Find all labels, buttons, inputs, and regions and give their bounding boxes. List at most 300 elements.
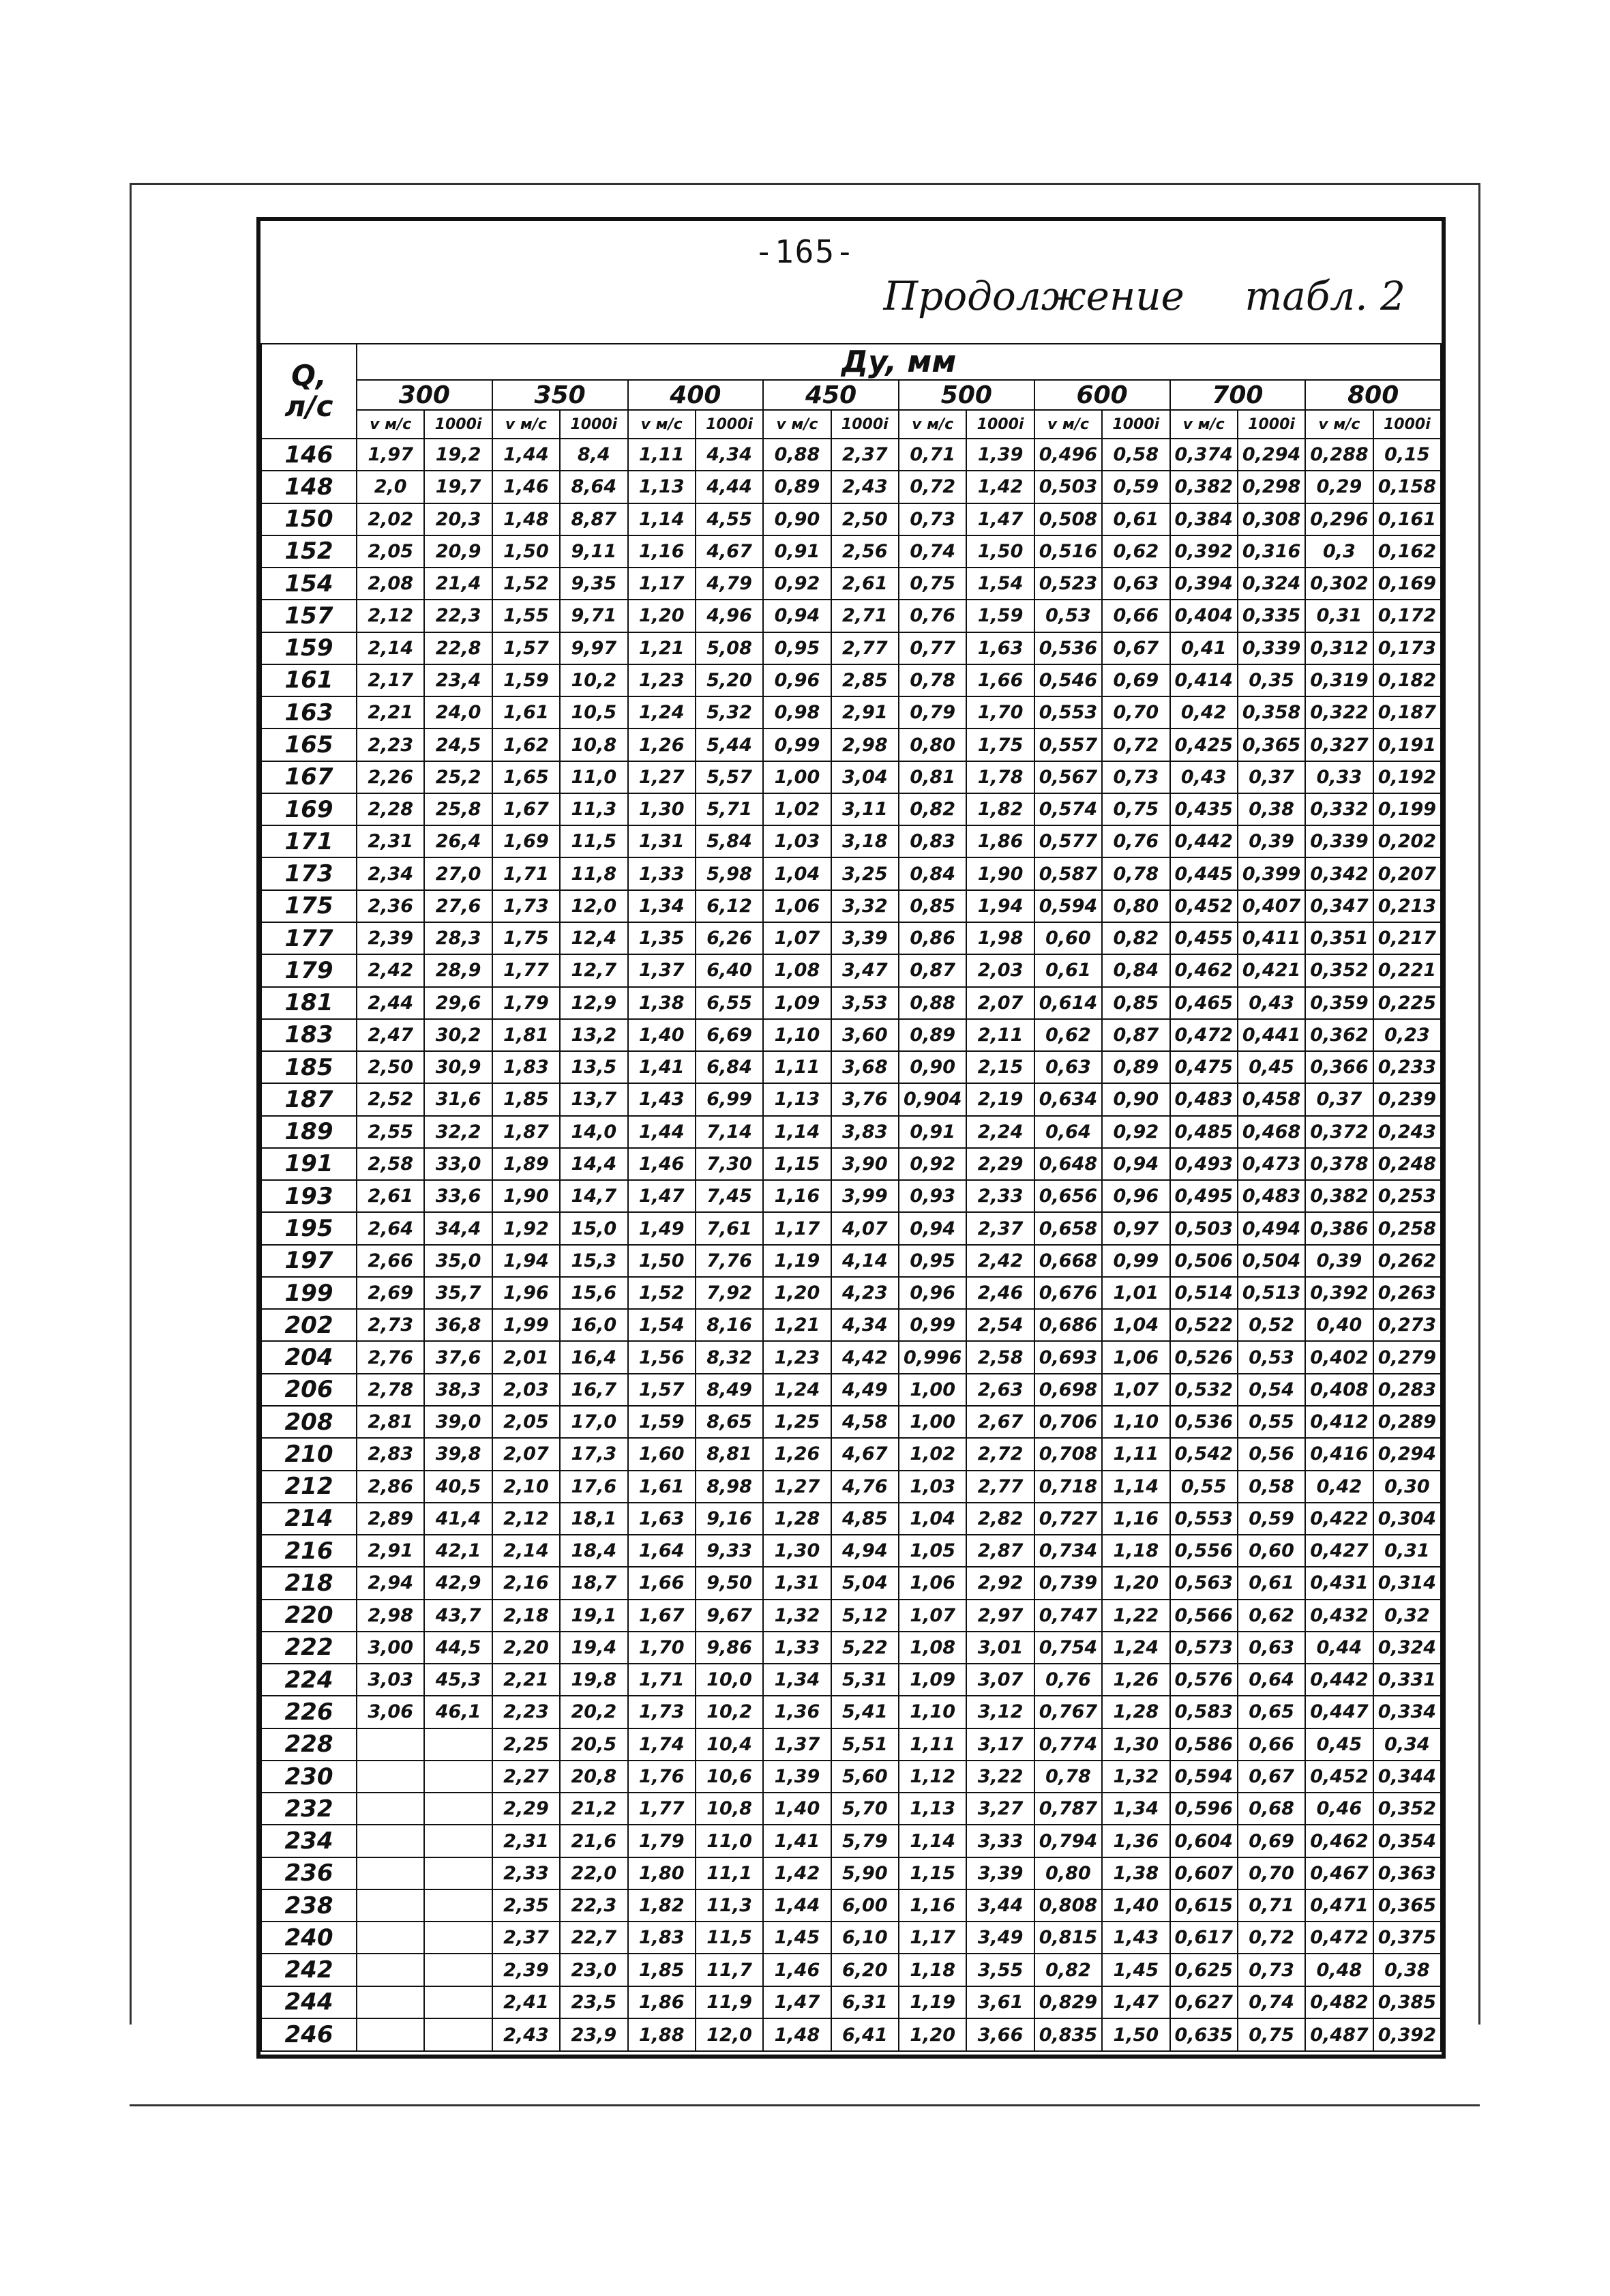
velocity-cell: 1,05 bbox=[899, 1535, 966, 1567]
headloss-cell: 11,5 bbox=[560, 825, 627, 857]
headloss-cell: 0,34 bbox=[1373, 1728, 1442, 1761]
velocity-cell: 0,698 bbox=[1034, 1374, 1102, 1406]
velocity-cell: 2,33 bbox=[492, 1857, 560, 1889]
velocity-cell: 1,34 bbox=[628, 890, 696, 922]
velocity-cell: 1,16 bbox=[763, 1180, 831, 1212]
headloss-cell: 5,04 bbox=[831, 1567, 899, 1599]
headloss-cell: 5,44 bbox=[696, 728, 763, 761]
headloss-cell bbox=[424, 1761, 492, 1793]
headloss-cell: 0,70 bbox=[1238, 1857, 1305, 1889]
velocity-cell: 1,24 bbox=[628, 696, 696, 728]
headloss-cell: 3,07 bbox=[966, 1664, 1034, 1696]
headloss-cell: 0,75 bbox=[1102, 793, 1169, 825]
headloss-cell: 4,14 bbox=[831, 1245, 899, 1277]
flow-rate-cell: 232 bbox=[261, 1793, 357, 1825]
velocity-cell: 0,404 bbox=[1170, 600, 1238, 632]
velocity-cell: 1,59 bbox=[628, 1406, 696, 1438]
velocity-cell: 0,829 bbox=[1034, 1986, 1102, 2018]
velocity-cell: 0,41 bbox=[1170, 632, 1238, 664]
velocity-cell: 1,26 bbox=[763, 1438, 831, 1470]
velocity-cell: 2,66 bbox=[357, 1245, 424, 1277]
velocity-cell: 2,27 bbox=[492, 1761, 560, 1793]
velocity-cell: 0,74 bbox=[899, 535, 966, 568]
velocity-cell: 2,89 bbox=[357, 1503, 424, 1535]
velocity-cell: 0,61 bbox=[1034, 954, 1102, 986]
velocity-cell: 1,62 bbox=[492, 728, 560, 761]
headloss-cell: 1,40 bbox=[1102, 1889, 1169, 1922]
velocity-cell: 1,12 bbox=[899, 1761, 966, 1793]
headloss-cell: 19,7 bbox=[424, 471, 492, 503]
headloss-cell: 6,26 bbox=[696, 922, 763, 954]
headloss-cell: 1,70 bbox=[966, 696, 1034, 728]
flow-rate-cell: 183 bbox=[261, 1019, 357, 1051]
flow-rate-cell: 189 bbox=[261, 1116, 357, 1148]
velocity-cell: 1,30 bbox=[628, 793, 696, 825]
flow-rate-cell: 191 bbox=[261, 1148, 357, 1180]
headloss-cell: 9,86 bbox=[696, 1632, 763, 1664]
velocity-cell: 2,29 bbox=[492, 1793, 560, 1825]
headloss-cell: 4,23 bbox=[831, 1277, 899, 1309]
velocity-cell: 1,99 bbox=[492, 1309, 560, 1341]
velocity-cell: 0,91 bbox=[899, 1116, 966, 1148]
velocity-cell: 1,08 bbox=[899, 1632, 966, 1664]
flow-rate-cell: 173 bbox=[261, 857, 357, 889]
table-row bbox=[261, 503, 1441, 535]
headloss-cell: 33,6 bbox=[424, 1180, 492, 1212]
velocity-cell: 0,648 bbox=[1034, 1148, 1102, 1180]
headloss-cell: 3,47 bbox=[831, 954, 899, 986]
headloss-cell: 1,47 bbox=[1102, 1986, 1169, 2018]
velocity-cell: 0,332 bbox=[1305, 793, 1373, 825]
table-row bbox=[261, 1889, 1441, 1922]
headloss-cell: 0,75 bbox=[1238, 2018, 1305, 2051]
velocity-cell: 0,352 bbox=[1305, 954, 1373, 986]
velocity-cell: 0,462 bbox=[1305, 1825, 1373, 1857]
headloss-cell: 0,67 bbox=[1102, 632, 1169, 664]
headloss-cell: 1,36 bbox=[1102, 1825, 1169, 1857]
headloss-cell: 1,28 bbox=[1102, 1696, 1169, 1728]
diameter-350: 350 bbox=[492, 380, 628, 410]
velocity-cell: 1,87 bbox=[492, 1116, 560, 1148]
headloss-cell: 8,98 bbox=[696, 1471, 763, 1503]
velocity-cell: 1,20 bbox=[628, 600, 696, 632]
velocity-cell: 0,402 bbox=[1305, 1341, 1373, 1373]
table-row bbox=[261, 922, 1441, 954]
headloss-cell bbox=[424, 1954, 492, 1986]
table-row bbox=[261, 1793, 1441, 1825]
velocity-cell: 1,74 bbox=[628, 1728, 696, 1761]
headloss-cell: 0,39 bbox=[1238, 825, 1305, 857]
headloss-cell: 1,63 bbox=[966, 632, 1034, 664]
velocity-cell: 1,79 bbox=[492, 987, 560, 1019]
velocity-cell bbox=[357, 1761, 424, 1793]
velocity-cell: 1,45 bbox=[763, 1922, 831, 1954]
velocity-cell: 0,767 bbox=[1034, 1696, 1102, 1728]
headloss-cell: 1,11 bbox=[1102, 1438, 1169, 1470]
velocity-cell: 2,58 bbox=[357, 1148, 424, 1180]
headloss-cell bbox=[424, 1857, 492, 1889]
flow-rate-cell: 226 bbox=[261, 1696, 357, 1728]
headloss-cell: 12,4 bbox=[560, 922, 627, 954]
headloss-cell: 0,331 bbox=[1373, 1664, 1442, 1696]
headloss-cell: 27,0 bbox=[424, 857, 492, 889]
flow-rate-cell: 187 bbox=[261, 1083, 357, 1115]
velocity-cell: 1,20 bbox=[763, 1277, 831, 1309]
table-row bbox=[261, 632, 1441, 664]
headloss-cell: 1,14 bbox=[1102, 1471, 1169, 1503]
headloss-cell: 5,70 bbox=[831, 1793, 899, 1825]
headloss-cell: 0,352 bbox=[1373, 1793, 1442, 1825]
table-row bbox=[261, 1212, 1441, 1244]
velocity-cell: 1,44 bbox=[628, 1116, 696, 1148]
table-row bbox=[261, 1761, 1441, 1793]
velocity-cell: 0,557 bbox=[1034, 728, 1102, 761]
velocity-cell: 0,43 bbox=[1170, 761, 1238, 793]
velocity-cell: 0,693 bbox=[1034, 1341, 1102, 1373]
headloss-cell: 1,20 bbox=[1102, 1567, 1169, 1599]
velocity-cell: 0,442 bbox=[1305, 1664, 1373, 1696]
headloss-cell: 1,42 bbox=[966, 471, 1034, 503]
velocity-cell: 1,47 bbox=[763, 1986, 831, 2018]
headloss-cell: 0,173 bbox=[1373, 632, 1442, 664]
table-row bbox=[261, 1600, 1441, 1632]
headloss-cell: 27,6 bbox=[424, 890, 492, 922]
velocity-cell: 1,37 bbox=[763, 1728, 831, 1761]
headloss-cell: 0,233 bbox=[1373, 1051, 1442, 1083]
velocity-cell: 1,77 bbox=[492, 954, 560, 986]
table-row bbox=[261, 1471, 1441, 1503]
headloss-cell: 8,32 bbox=[696, 1341, 763, 1373]
velocity-cell: 1,50 bbox=[628, 1245, 696, 1277]
headloss-cell: 0,243 bbox=[1373, 1116, 1442, 1148]
velocity-cell: 0,76 bbox=[899, 600, 966, 632]
flow-rate-cell: 224 bbox=[261, 1664, 357, 1696]
headloss-cell: 0,192 bbox=[1373, 761, 1442, 793]
headloss-cell: 4,44 bbox=[696, 471, 763, 503]
velocity-cell: 0,472 bbox=[1305, 1922, 1373, 1954]
velocity-cell: 0,95 bbox=[763, 632, 831, 664]
headloss-cell: 4,55 bbox=[696, 503, 763, 535]
velocity-cell: 0,96 bbox=[899, 1277, 966, 1309]
velocity-cell: 0,99 bbox=[763, 728, 831, 761]
table-row bbox=[261, 1245, 1441, 1277]
velocity-cell: 0,706 bbox=[1034, 1406, 1102, 1438]
velocity-cell: 2,12 bbox=[492, 1503, 560, 1535]
velocity-cell: 0,794 bbox=[1034, 1825, 1102, 1857]
headloss-cell: 0,31 bbox=[1373, 1535, 1442, 1567]
headloss-cell: 0,316 bbox=[1238, 535, 1305, 568]
headloss-cell: 0,262 bbox=[1373, 1245, 1442, 1277]
velocity-cell: 1,73 bbox=[492, 890, 560, 922]
headloss-cell: 4,79 bbox=[696, 568, 763, 600]
headloss-header: 1000i bbox=[1102, 410, 1169, 439]
flow-rate-cell: 216 bbox=[261, 1535, 357, 1567]
headloss-header: 1000i bbox=[831, 410, 899, 439]
headloss-cell: 0,248 bbox=[1373, 1148, 1442, 1180]
headloss-cell: 1,43 bbox=[1102, 1922, 1169, 1954]
headloss-cell: 0,289 bbox=[1373, 1406, 1442, 1438]
velocity-cell: 2,23 bbox=[357, 728, 424, 761]
headloss-cell: 3,01 bbox=[966, 1632, 1034, 1664]
velocity-cell: 0,90 bbox=[899, 1051, 966, 1083]
table-row bbox=[261, 1922, 1441, 1954]
headloss-cell: 0,35 bbox=[1238, 664, 1305, 696]
velocity-cell: 1,19 bbox=[763, 1245, 831, 1277]
velocity-cell: 1,17 bbox=[763, 1212, 831, 1244]
velocity-cell: 2,37 bbox=[492, 1922, 560, 1954]
headloss-cell: 3,61 bbox=[966, 1986, 1034, 2018]
velocity-cell: 0,342 bbox=[1305, 857, 1373, 889]
velocity-cell: 1,11 bbox=[628, 439, 696, 471]
velocity-cell: 2,18 bbox=[492, 1600, 560, 1632]
headloss-cell: 0,279 bbox=[1373, 1341, 1442, 1373]
velocity-cell: 1,92 bbox=[492, 1212, 560, 1244]
flow-rate-cell: 220 bbox=[261, 1600, 357, 1632]
velocity-cell: 1,40 bbox=[628, 1019, 696, 1051]
velocity-cell: 0,71 bbox=[899, 439, 966, 471]
velocity-cell: 1,36 bbox=[763, 1696, 831, 1728]
headloss-cell: 1,78 bbox=[966, 761, 1034, 793]
headloss-cell: 2,07 bbox=[966, 987, 1034, 1019]
headloss-cell: 5,71 bbox=[696, 793, 763, 825]
headloss-cell: 0,324 bbox=[1238, 568, 1305, 600]
headloss-cell: 0,411 bbox=[1238, 922, 1305, 954]
velocity-cell: 0,532 bbox=[1170, 1374, 1238, 1406]
headloss-cell: 0,62 bbox=[1102, 535, 1169, 568]
headloss-cell: 0,283 bbox=[1373, 1374, 1442, 1406]
headloss-cell: 8,64 bbox=[560, 471, 627, 503]
velocity-cell: 0,503 bbox=[1170, 1212, 1238, 1244]
headloss-cell: 4,85 bbox=[831, 1503, 899, 1535]
velocity-cell: 0,422 bbox=[1305, 1503, 1373, 1535]
velocity-cell: 1,49 bbox=[628, 1212, 696, 1244]
velocity-cell: 2,20 bbox=[492, 1632, 560, 1664]
velocity-cell: 1,13 bbox=[628, 471, 696, 503]
velocity-cell: 0,302 bbox=[1305, 568, 1373, 600]
headloss-cell: 1,90 bbox=[966, 857, 1034, 889]
velocity-cell: 0,576 bbox=[1170, 1664, 1238, 1696]
velocity-cell: 0,708 bbox=[1034, 1438, 1102, 1470]
headloss-cell: 0,69 bbox=[1238, 1825, 1305, 1857]
headloss-cell: 3,17 bbox=[966, 1728, 1034, 1761]
velocity-cell: 1,73 bbox=[628, 1696, 696, 1728]
headloss-cell: 0,504 bbox=[1238, 1245, 1305, 1277]
headloss-cell: 0,202 bbox=[1373, 825, 1442, 857]
velocity-cell: 2,86 bbox=[357, 1471, 424, 1503]
velocity-cell: 0,77 bbox=[899, 632, 966, 664]
headloss-cell: 0,407 bbox=[1238, 890, 1305, 922]
velocity-cell: 0,42 bbox=[1170, 696, 1238, 728]
velocity-cell: 2,36 bbox=[357, 890, 424, 922]
flow-rate-cell: 236 bbox=[261, 1857, 357, 1889]
flow-rate-cell: 148 bbox=[261, 471, 357, 503]
headloss-cell: 0,304 bbox=[1373, 1503, 1442, 1535]
headloss-cell: 0,56 bbox=[1238, 1438, 1305, 1470]
headloss-cell: 13,2 bbox=[560, 1019, 627, 1051]
velocity-cell: 1,13 bbox=[899, 1793, 966, 1825]
headloss-cell: 10,4 bbox=[696, 1728, 763, 1761]
headloss-cell: 3,11 bbox=[831, 793, 899, 825]
velocity-cell: 1,23 bbox=[763, 1341, 831, 1373]
headloss-cell: 0,213 bbox=[1373, 890, 1442, 922]
headloss-cell: 1,39 bbox=[966, 439, 1034, 471]
velocity-cell: 2,35 bbox=[492, 1889, 560, 1922]
velocity-cell: 0,563 bbox=[1170, 1567, 1238, 1599]
headloss-cell bbox=[424, 1728, 492, 1761]
headloss-cell: 10,8 bbox=[560, 728, 627, 761]
velocity-cell: 2,78 bbox=[357, 1374, 424, 1406]
headloss-cell: 0,58 bbox=[1102, 439, 1169, 471]
velocity-cell: 2,05 bbox=[492, 1406, 560, 1438]
velocity-cell: 1,10 bbox=[763, 1019, 831, 1051]
headloss-cell: 0,52 bbox=[1238, 1309, 1305, 1341]
headloss-cell: 26,4 bbox=[424, 825, 492, 857]
velocity-cell: 1,85 bbox=[628, 1954, 696, 1986]
velocity-cell: 0,553 bbox=[1170, 1503, 1238, 1535]
velocity-cell: 2,02 bbox=[357, 503, 424, 535]
velocity-cell: 0,774 bbox=[1034, 1728, 1102, 1761]
flow-rate-cell: 163 bbox=[261, 696, 357, 728]
headloss-cell: 6,41 bbox=[831, 2018, 899, 2051]
scan-frame-left bbox=[130, 183, 132, 2025]
velocity-cell: 0,91 bbox=[763, 535, 831, 568]
velocity-cell: 1,44 bbox=[492, 439, 560, 471]
velocity-cell: 0,668 bbox=[1034, 1245, 1102, 1277]
headloss-cell: 0,66 bbox=[1102, 600, 1169, 632]
velocity-cell: 1,28 bbox=[763, 1503, 831, 1535]
velocity-cell: 1,85 bbox=[492, 1083, 560, 1115]
headloss-cell: 1,82 bbox=[966, 793, 1034, 825]
pipe-hydraulic-table bbox=[260, 343, 1442, 2052]
velocity-cell: 1,81 bbox=[492, 1019, 560, 1051]
velocity-cell: 2,81 bbox=[357, 1406, 424, 1438]
velocity-cell: 1,96 bbox=[492, 1277, 560, 1309]
headloss-cell: 0,85 bbox=[1102, 987, 1169, 1019]
headloss-cell: 11,3 bbox=[696, 1889, 763, 1922]
headloss-cell: 1,86 bbox=[966, 825, 1034, 857]
velocity-cell: 0,94 bbox=[763, 600, 831, 632]
velocity-cell: 0,78 bbox=[899, 664, 966, 696]
velocity-cell: 0,48 bbox=[1305, 1954, 1373, 1986]
headloss-cell: 1,75 bbox=[966, 728, 1034, 761]
headloss-cell: 2,67 bbox=[966, 1406, 1034, 1438]
velocity-cell bbox=[357, 1857, 424, 1889]
headloss-cell: 9,67 bbox=[696, 1600, 763, 1632]
headloss-cell: 8,87 bbox=[560, 503, 627, 535]
headloss-cell: 11,7 bbox=[696, 1954, 763, 1986]
headloss-cell: 31,6 bbox=[424, 1083, 492, 1115]
headloss-cell: 0,30 bbox=[1373, 1471, 1442, 1503]
velocity-cell: 1,18 bbox=[899, 1954, 966, 1986]
velocity-cell: 0,29 bbox=[1305, 471, 1373, 503]
flow-rate-cell: 154 bbox=[261, 568, 357, 600]
velocity-cell: 1,06 bbox=[763, 890, 831, 922]
velocity-cell: 0,382 bbox=[1305, 1180, 1373, 1212]
velocity-cell: 0,288 bbox=[1305, 439, 1373, 471]
table-row bbox=[261, 1374, 1441, 1406]
headloss-cell: 1,16 bbox=[1102, 1503, 1169, 1535]
velocity-cell: 0,516 bbox=[1034, 535, 1102, 568]
velocity-cell: 3,03 bbox=[357, 1664, 424, 1696]
velocity-cell: 1,63 bbox=[628, 1503, 696, 1535]
headloss-cell: 37,6 bbox=[424, 1341, 492, 1373]
velocity-cell: 0,587 bbox=[1034, 857, 1102, 889]
headloss-cell: 1,38 bbox=[1102, 1857, 1169, 1889]
velocity-cell: 0,81 bbox=[899, 761, 966, 793]
headloss-cell: 6,69 bbox=[696, 1019, 763, 1051]
headloss-cell: 2,92 bbox=[966, 1567, 1034, 1599]
q-unit: л/с bbox=[284, 389, 333, 423]
headloss-cell: 0,399 bbox=[1238, 857, 1305, 889]
velocity-cell bbox=[357, 1922, 424, 1954]
subheader-row bbox=[261, 410, 1441, 439]
headloss-cell: 23,5 bbox=[560, 1986, 627, 2018]
velocity-cell: 0,739 bbox=[1034, 1567, 1102, 1599]
velocity-cell: 0,574 bbox=[1034, 793, 1102, 825]
headloss-cell: 24,0 bbox=[424, 696, 492, 728]
headloss-cell: 3,83 bbox=[831, 1116, 899, 1148]
page-number: -165- bbox=[754, 233, 856, 270]
flow-rate-cell: 206 bbox=[261, 1374, 357, 1406]
velocity-cell: 2,14 bbox=[492, 1535, 560, 1567]
headloss-cell: 8,81 bbox=[696, 1438, 763, 1470]
headloss-cell: 2,33 bbox=[966, 1180, 1034, 1212]
velocity-cell: 1,08 bbox=[763, 954, 831, 986]
headloss-cell: 19,4 bbox=[560, 1632, 627, 1664]
velocity-cell: 2,41 bbox=[492, 1986, 560, 2018]
flow-rate-cell: 230 bbox=[261, 1761, 357, 1793]
headloss-cell: 0,38 bbox=[1238, 793, 1305, 825]
table-row bbox=[261, 2018, 1441, 2051]
headloss-cell: 0,43 bbox=[1238, 987, 1305, 1019]
headloss-cell: 0,87 bbox=[1102, 1019, 1169, 1051]
velocity-cell: 1,20 bbox=[899, 2018, 966, 2051]
headloss-cell: 2,03 bbox=[966, 954, 1034, 986]
headloss-cell: 0,458 bbox=[1238, 1083, 1305, 1115]
velocity-cell: 2,21 bbox=[492, 1664, 560, 1696]
flow-rate-cell: 193 bbox=[261, 1180, 357, 1212]
headloss-cell: 6,12 bbox=[696, 890, 763, 922]
table-row bbox=[261, 439, 1441, 471]
headloss-cell: 5,98 bbox=[696, 857, 763, 889]
headloss-cell: 17,0 bbox=[560, 1406, 627, 1438]
headloss-cell: 0,513 bbox=[1238, 1277, 1305, 1309]
table-row bbox=[261, 1116, 1441, 1148]
headloss-cell bbox=[424, 1825, 492, 1857]
headloss-cell: 0,207 bbox=[1373, 857, 1442, 889]
velocity-header: v м/с bbox=[1170, 410, 1238, 439]
flow-rate-cell: 146 bbox=[261, 439, 357, 471]
velocity-cell: 0,386 bbox=[1305, 1212, 1373, 1244]
headloss-cell: 11,0 bbox=[696, 1825, 763, 1857]
headloss-cell: 3,32 bbox=[831, 890, 899, 922]
table-row bbox=[261, 890, 1441, 922]
headloss-cell: 5,90 bbox=[831, 1857, 899, 1889]
velocity-cell: 2,61 bbox=[357, 1180, 424, 1212]
velocity-cell: 2,55 bbox=[357, 1116, 424, 1148]
diameter-700: 700 bbox=[1170, 380, 1306, 410]
velocity-cell: 0,64 bbox=[1034, 1116, 1102, 1148]
velocity-cell: 0,416 bbox=[1305, 1438, 1373, 1470]
headloss-cell: 22,8 bbox=[424, 632, 492, 664]
velocity-cell: 1,14 bbox=[628, 503, 696, 535]
velocity-cell: 1,56 bbox=[628, 1341, 696, 1373]
headloss-cell: 0,61 bbox=[1102, 503, 1169, 535]
table-row bbox=[261, 471, 1441, 503]
velocity-cell: 0,604 bbox=[1170, 1825, 1238, 1857]
velocity-cell: 0,553 bbox=[1034, 696, 1102, 728]
velocity-cell: 0,615 bbox=[1170, 1889, 1238, 1922]
